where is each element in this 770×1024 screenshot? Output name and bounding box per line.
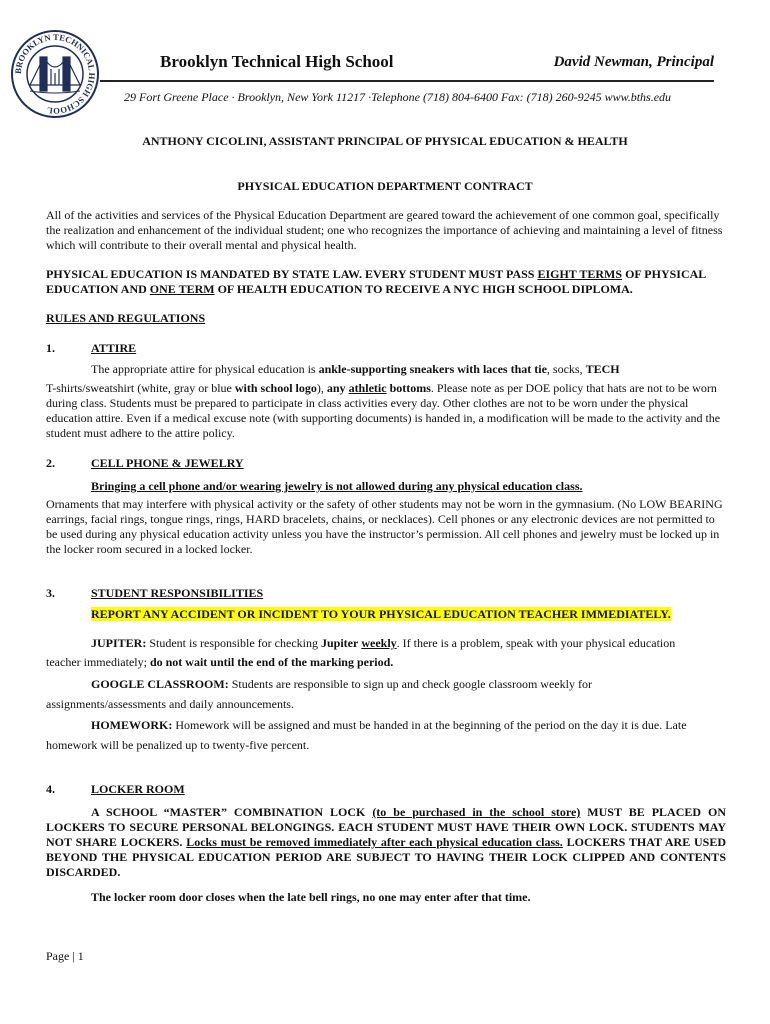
jupiter-line bbox=[91, 636, 675, 651]
attire-text: ), bbox=[316, 381, 327, 395]
jupiter-name: Jupiter bbox=[320, 636, 359, 650]
logo-text: BROOKLYN TECHNICAL HIGH SCHOOL bbox=[12, 31, 98, 117]
header-divider bbox=[100, 80, 714, 82]
jupiter-continuation bbox=[46, 655, 726, 670]
assistant-principal-line: ANTHONY CICOLINI, ASSISTANT PRINCIPAL OF PHYSICAL EDUCATION & HEALTH bbox=[142, 134, 628, 148]
mandate-text: PHYSICAL EDUCATION IS MANDATED BY STATE LAW. EVERY STUDENT MUST PASS bbox=[46, 267, 538, 281]
locker-store-note: (to be purchased in the school store) bbox=[372, 805, 581, 819]
eight-terms: EIGHT TERMS bbox=[537, 267, 623, 281]
mandate-text: OF PHYSICAL EDUCATION AND bbox=[46, 267, 706, 296]
section-title-responsibilities: STUDENT RESPONSIBILITIES bbox=[91, 586, 264, 600]
homework-label: HOMEWORK: bbox=[91, 718, 173, 732]
intro-paragraph: All of the activities and services of the Physical Education Department are geared toward the achievement of one common goal, specifically the realization and enhancement of the individual student; one who recognizes the importance of achieving and maintaining a level of fitness which will contribute to their overall mental and physical health. bbox=[46, 208, 723, 252]
one-term: ONE TERM bbox=[149, 282, 215, 296]
jupiter-text: . If there is a problem, speak with your physical education bbox=[396, 636, 676, 650]
jupiter-label: JUPITER: bbox=[91, 636, 147, 650]
attire-any: any bbox=[326, 381, 349, 395]
attire-bottoms: bottoms bbox=[386, 381, 431, 395]
section-title-attire: ATTIRE bbox=[91, 341, 137, 355]
principal-name: David Newman, Principal bbox=[553, 54, 714, 70]
attire-athletic: athletic bbox=[348, 381, 387, 395]
phone-paragraph: Ornaments that may interfere with physical activity or the safety of other students may not be worn in the gymnasium. (No LOW BEARING earrings, facial rings, tongue rings, rings, HARD bracelets, chains, or necklaces). Cell phones or any electronic devices are not permitted to be used during any physical education activity unless you have the instructor’s permission. All cell phones and jewelry must be locked up in the locker room secured in a locked locker. bbox=[46, 497, 723, 556]
section-title-locker-room: LOCKER ROOM bbox=[91, 782, 185, 796]
homework-text: Homework will be assigned and must be handed in at the beginning of the period on the day it is due. Late bbox=[172, 718, 687, 732]
attire-first-line bbox=[91, 362, 620, 377]
jupiter-text: Student is responsible for checking bbox=[146, 636, 321, 650]
section-number: 2. bbox=[46, 456, 55, 470]
jupiter-weekly: weekly bbox=[361, 636, 397, 650]
attire-logo: with school logo bbox=[234, 381, 317, 395]
school-address: 29 Fort Greene Place · Brooklyn, New York 11217 ·Telephone (718) 804-6400 Fax: (718) 260-9245 www.bths.edu bbox=[124, 90, 672, 104]
section-number: 4. bbox=[46, 782, 55, 796]
attire-text: . Please note as per DOE policy that hats are not to be worn during class. Students must be prepared to participate in class activities every day. Other clothes are not to be worn under the physical education attire. Even if a medical excuse note (with supporting documents) is handed in, a modification will be made to the activity and the student must adhere to the attire policy. bbox=[46, 381, 721, 440]
phone-rule: Bringing a cell phone and/or wearing jewelry is not allowed during any physical education class. bbox=[91, 479, 583, 493]
attire-text: , socks, bbox=[546, 362, 586, 376]
google-text: Students are responsible to sign up and check google classroom weekly for bbox=[228, 677, 592, 691]
locker-door-rule: The locker room door closes when the late bell rings, no one may enter after that time. bbox=[91, 890, 531, 904]
jupiter-text: teacher immediately; bbox=[46, 655, 150, 669]
locker-text: MUST BE PLACED ON LOCKERS TO SECURE PERSONAL BELONGINGS. EACH STUDENT MUST HAVE THEIR OWN LOCK. STUDENTS MAY NOT SHARE LOCKERS. bbox=[46, 805, 727, 849]
school-name: Brooklyn Technical High School bbox=[160, 52, 394, 71]
attire-text: The appropriate attire for physical education is bbox=[91, 362, 319, 376]
section-number: 1. bbox=[46, 341, 55, 355]
attire-text: T-shirts/sweatshirt (white, gray or blue bbox=[46, 381, 235, 395]
report-accident-highlight: REPORT ANY ACCIDENT OR INCIDENT TO YOUR PHYSICAL EDUCATION TEACHER IMMEDIATELY. bbox=[91, 607, 671, 621]
locker-text: A SCHOOL “MASTER” COMBINATION LOCK bbox=[91, 805, 373, 819]
google-line bbox=[91, 677, 592, 692]
section-title-phone: CELL PHONE & JEWELRY bbox=[91, 456, 244, 470]
homework-continuation: homework will be penalized up to twenty-five percent. bbox=[46, 738, 310, 752]
mandate-text: OF HEALTH EDUCATION TO RECEIVE A NYC HIGH SCHOOL DIPLOMA. bbox=[214, 282, 633, 296]
page-number: Page | 1 bbox=[46, 949, 84, 963]
google-continuation: assignments/assessments and daily announcements. bbox=[46, 697, 294, 711]
homework-line bbox=[91, 718, 687, 733]
rules-heading: RULES AND REGULATIONS bbox=[46, 311, 206, 325]
school-seal-logo bbox=[10, 29, 100, 119]
locker-remove-note: Locks must be removed immediately after each physical education class. bbox=[186, 835, 563, 849]
attire-paragraph bbox=[46, 381, 726, 441]
attire-sneakers: ankle-supporting sneakers with laces that tie bbox=[318, 362, 547, 376]
section-number: 3. bbox=[46, 586, 55, 600]
locker-text: LOCKERS THAT ARE USED BEYOND THE PHYSICAL EDUCATION PERIOD ARE SUBJECT TO HAVING THEIR LOCK CLIPPED AND CONTENTS DISCARDED. bbox=[46, 835, 727, 879]
google-label: GOOGLE CLASSROOM: bbox=[91, 677, 229, 691]
locker-paragraph bbox=[46, 805, 726, 880]
jupiter-warning: do not wait until the end of the marking period. bbox=[149, 655, 394, 669]
report-accident-line bbox=[91, 605, 671, 624]
contract-title: PHYSICAL EDUCATION DEPARTMENT CONTRACT bbox=[237, 179, 533, 193]
attire-tech: TECH bbox=[585, 362, 620, 376]
mandate-paragraph bbox=[46, 267, 726, 297]
